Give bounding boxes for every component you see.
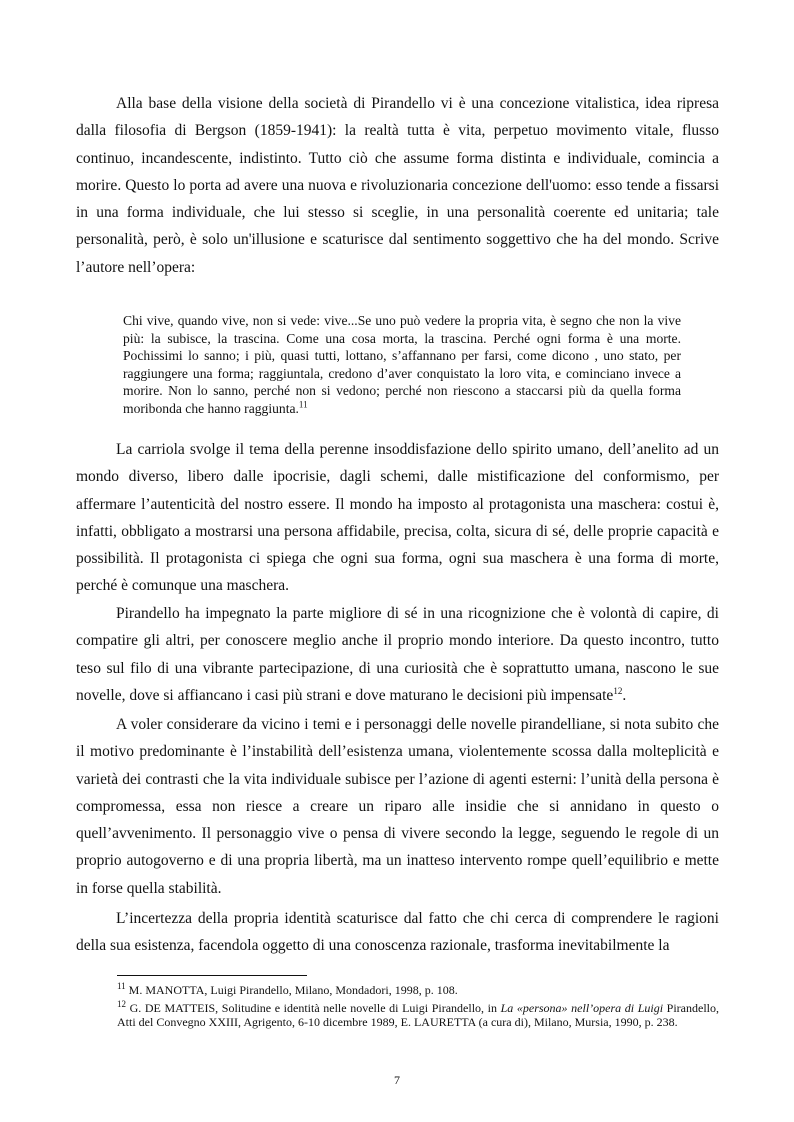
body-paragraph-4: A voler considerare da vicino i temi e i personaggi delle novelle pirandelliane, si nota subito che il motivo predominante è l’instabilità dell’esistenza umana, violentemente scossa dalla molteplicità e varietà dei contrasti che la vita individuale subisce per l’azione di agenti esterni: l’unità della persona è compromessa, essa non riesce a creare un riparo alle insidie che si annidano in questo o quell’avvenimento. Il personaggio vive o pensa di vivere secondo la legge, seguendo le regole di un proprio autogoverno e di una propria libertà, ma un inatteso intervento rompe quell’equilibrio e mette in forse quella stabilità. xyxy=(76,716,719,897)
footnote-12-italic-title: La «persona» nell’opera di Luigi xyxy=(500,1001,664,1015)
body-paragraph-2: La carriola svolge il tema della perenne insoddisfazione dello spirito umano, dell’anelito ad un mondo diverso, libero dalle ipocrisie, dagli schemi, dalle mistificazione del conformismo, per affermare l’autenticità del nostro essere. Il mondo ha imposto al protagonista una maschera: costui è, infatti, obbligato a mostrarsi una persona affidabile, precisa, colta, sicura di sé, delle proprie capacità e possibilità. Il protagonista ci spiega che ogni sua forma, ogni sua maschera è una forma di morte, perché è comunque una maschera. xyxy=(76,441,719,595)
footnote-12 xyxy=(117,1001,719,1030)
paragraph-3-text: Pirandello ha impegnato la parte migliore di sé in una ricognizione che è volontà di capire, di compatire gli altri, per conoscere meglio anche il proprio mondo interiore. Da questo incontro, tutto teso sul filo di una vibrante partecipazione, di una curiosità che è soprattutto umana, nascono le sue novelle, dove si affiancano i casi più strani e dove maturano le decisioni più impensate xyxy=(76,605,719,704)
footnote-ref-12[interactable]: 12 xyxy=(613,685,623,696)
body-paragraph-5: L’incertezza della propria identità scaturisce dal fatto che chi cerca di comprendere le ragioni della sua esistenza, facendola oggetto di una conoscenza razionale, trasforma inevitabilmente la xyxy=(76,910,719,955)
footnote-11-text: M. MANOTTA, Luigi Pirandello, Milano, Mondadori, 1998, p. 108. xyxy=(125,983,458,997)
footnote-12-number: 12 xyxy=(117,999,126,1009)
quote-text: Chi vive, quando vive, non si vede: vive...Se uno può vedere la propria vita, è segno che non la vive più: la subisce, la trascina. Come una cosa morta, la trascina. Perché ogni forma è una morte. Pochissimi lo sanno; i più, quasi tutti, lottano, s’affannano per farsi, come dicono , uno stato, per raggiungere una forma; raggiuntala, credono d’aver conquistato la loro vita, e cominciano invece a morire. Non lo sanno, perché non si vedono; perché non riescono a staccarsi più da quella forma moribonda che hanno raggiunta. xyxy=(123,313,681,416)
block-quote xyxy=(123,312,681,417)
footnote-12-text-b: Pirandello, Atti del Convegno XXIII, Agrigento, 6-10 dicembre 1989, E. LAURETTA (a cura di), Milano, Mursia, 1990, p. 238. xyxy=(117,1001,720,1030)
footnote-separator xyxy=(117,975,307,976)
footnote-11 xyxy=(117,983,719,997)
paragraph-3-end: . xyxy=(622,686,627,704)
footnote-12-text-a: G. DE MATTEIS, Solitudine e identità nelle novelle di Luigi Pirandello, in xyxy=(126,1001,501,1015)
body-paragraph-3 xyxy=(76,600,719,709)
page-number: 7 xyxy=(394,1073,400,1087)
body-paragraph-1: Alla base della visione della società di Pirandello vi è una concezione vitalistica, idea ripresa dalla filosofia di Bergson (1859-1941): la realtà tutta è vita, perpetuo movimento vitale, flusso continuo, incandescente, indistinto. Tutto ciò che assume forma distinta e individuale, comincia a morire. Questo lo porta ad avere una nuova e rivoluzionaria concezione dell'uomo: esso tende a fissarsi in una forma individuale, che lui stesso si sceglie, in una personalità coerente ed unitaria; tale personalità, però, è solo un'illusione e scaturisce dal sentimento soggettivo che ha del mondo. Scrive l’autore nell’opera: xyxy=(76,95,719,276)
footnote-11-number: 11 xyxy=(117,981,126,991)
footnote-ref-11[interactable]: 11 xyxy=(298,398,308,409)
